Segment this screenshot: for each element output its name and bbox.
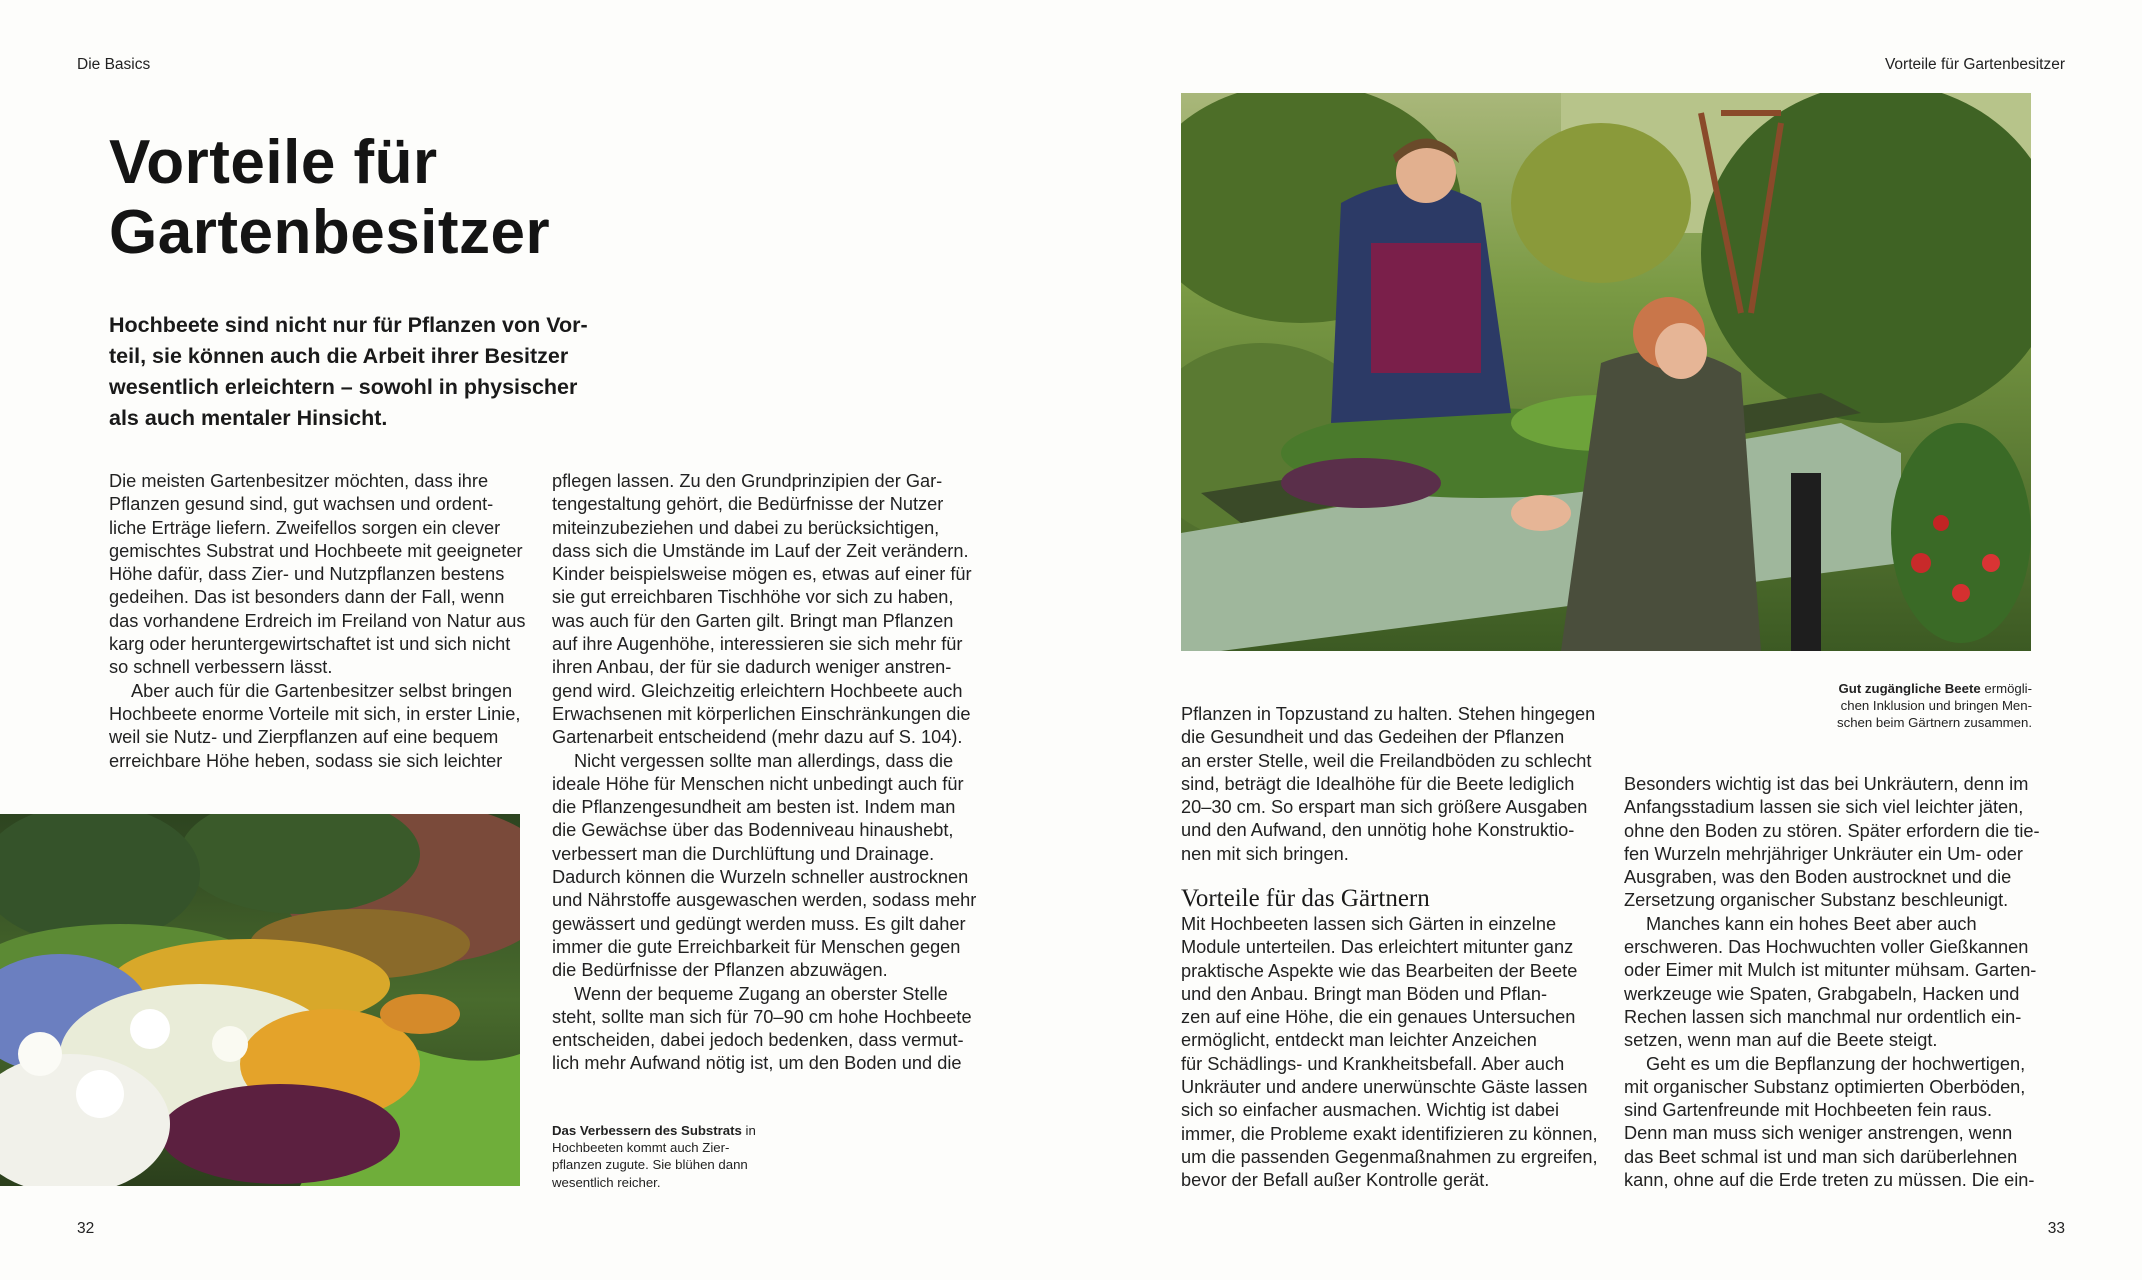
text-line: Dadurch können die Wurzeln schneller austrocknen xyxy=(552,867,969,888)
caption-line: chen Inklusion und bringen Men- xyxy=(1840,698,2032,714)
flower-border-image xyxy=(0,814,520,1186)
text-line: Mit Hochbeeten lassen sich Gärten in einzelne xyxy=(1181,914,1557,934)
text-line: Zersetzung organischer Substanz beschleunigt. xyxy=(1624,890,2009,911)
text-line: ermöglicht, entdeckt man leichter Anzeichen xyxy=(1181,1030,1537,1051)
text-line: Geht es um die Bepflanzung der hochwertigen, xyxy=(1646,1053,2026,1074)
text-line: erschweren. Das Hochwuchten voller Gießkannen xyxy=(1624,937,2029,958)
lead-line: Hochbeete sind nicht nur für Pflanzen von Vor- xyxy=(109,313,588,337)
text-line: ideale Höhe für Menschen nicht unbedingt auch für xyxy=(552,773,964,794)
body-column-4 xyxy=(1624,773,2044,1192)
text-line: verbessert man die Durchlüftung und Drainage. xyxy=(552,843,935,864)
text-line: lich mehr Aufwand nötig ist, um den Boden und die xyxy=(552,1053,962,1074)
text-line: und den Anbau. Bringt man Böden und Pflan- xyxy=(1181,983,1548,1004)
text-line: setzen, wenn man auf die Beete steigt. xyxy=(1624,1030,1938,1051)
text-line: Unkräuter und andere unerwünschte Gäste lassen xyxy=(1181,1077,1588,1098)
text-line: um die passenden Gegenmaßnahmen zu ergreifen, xyxy=(1181,1146,1598,1167)
text-line: werkzeuge wie Spaten, Grabgabeln, Hacken und xyxy=(1624,983,2020,1004)
text-line: sind Gartenfreunde mit Hochbeeten fein raus. xyxy=(1624,1100,1993,1121)
text-line: karg oder heruntergewirtschaftet ist und sich nicht xyxy=(109,634,511,655)
caption-line: pflanzen zugute. Sie blühen dann xyxy=(552,1157,748,1173)
text-line: und Nährstoffe ausgewaschen werden, sodass mehr xyxy=(552,890,977,911)
text-line: gemischtes Substrat und Hochbeete mit geeigneter xyxy=(109,540,523,561)
text-line: Pflanzen in Topzustand zu halten. Stehen hingegen xyxy=(1181,704,1596,724)
text-line: gedeihen. Das ist besonders dann der Fall, wenn xyxy=(109,587,505,608)
text-line: praktische Aspekte wie das Bearbeiten der Beete xyxy=(1181,960,1578,981)
lead-line: teil, sie können auch die Arbeit ihrer Besitzer xyxy=(109,344,569,368)
text-line: das vorhandene Erdreich im Freiland von Natur aus xyxy=(109,610,526,631)
text-line: ohne den Boden zu stören. Später erfordern die tie- xyxy=(1624,820,2040,841)
text-line: Anfangsstadium lassen sie sich viel leichter jäten, xyxy=(1624,797,2024,818)
text-line: liche Erträge liefern. Zweifellos sorgen ein clever xyxy=(109,517,501,538)
running-head-right: Vorteile für Gartenbesitzer xyxy=(1884,56,2065,73)
text-line: ihren Anbau, der für sie dadurch weniger anstren- xyxy=(552,657,952,678)
flower-border-photo xyxy=(0,814,520,1186)
text-line: sind, beträgt die Idealhöhe für die Beete lediglich xyxy=(1181,773,1575,794)
title-line: Gartenbesitzer xyxy=(109,198,551,267)
text-line: steht, sollte man sich für 70–90 cm hohe Hochbeete xyxy=(552,1006,972,1027)
text-line: Besonders wichtig ist das bei Unkräutern, denn im xyxy=(1624,774,2029,794)
text-line: Hochbeete enorme Vorteile mit sich, in erster Linie, xyxy=(109,703,521,724)
text-line: Wenn der bequeme Zugang an oberster Stelle xyxy=(574,983,948,1004)
text-line: auf ihre Augenhöhe, interessieren sie sich mehr für xyxy=(552,634,963,655)
text-line: nen mit sich bringen. xyxy=(1181,843,1349,864)
text-line: Gartenarbeit entscheidend (mehr dazu auf S. 104). xyxy=(552,727,963,748)
page-title xyxy=(109,128,709,268)
text-line: dass sich die Umstände im Lauf der Zeit verändern. xyxy=(552,540,969,561)
text-line: 20–30 cm. So erspart man sich größere Ausgaben xyxy=(1181,797,1588,818)
body-column-1 xyxy=(109,470,529,773)
text-line: weil sie Nutz- und Zierpflanzen auf eine bequem xyxy=(109,727,499,748)
lead-line: wesentlich erleichtern – sowohl in physischer xyxy=(109,375,578,399)
caption-right xyxy=(1780,680,2032,732)
text-line: kann, ohne auf die Erde treten zu müssen. Die ein- xyxy=(1624,1170,2035,1191)
caption-bold: Das Verbessern des Substrats xyxy=(552,1123,742,1138)
section-subheading: Vorteile für das Gärtnern xyxy=(1181,885,1430,912)
title-line: Vorteile für xyxy=(109,128,438,197)
text-line: Kinder beispielsweise mögen es, etwas auf einer für xyxy=(552,564,972,585)
caption-left xyxy=(552,1122,792,1191)
text-line: sich so einfacher ausmachen. Wichtig ist dabei xyxy=(1181,1100,1560,1121)
text-line: entscheiden, dabei jedoch bedenken, dass vermut- xyxy=(552,1030,964,1051)
running-head-left: Die Basics xyxy=(77,56,151,73)
text-line: gend wird. Gleichzeitig erleichtern Hochbeete auch xyxy=(552,680,963,701)
lead-paragraph xyxy=(109,310,588,434)
text-line: die Bedürfnisse der Pflanzen abzuwägen. xyxy=(552,960,888,981)
text-line: erreichbare Höhe heben, sodass sie sich leichter xyxy=(109,750,503,771)
caption-line: wesentlich reicher. xyxy=(552,1174,661,1190)
page-number-left: 32 xyxy=(77,1220,95,1237)
caption-line: schen beim Gärtnern zusammen. xyxy=(1837,715,2032,731)
text-line: Pflanzen gesund sind, gut wachsen und ordent- xyxy=(109,494,494,515)
text-line: so schnell verbessern lässt. xyxy=(109,657,333,678)
text-line: die Pflanzengesundheit am besten ist. Indem man xyxy=(552,797,956,818)
text-line: Höhe dafür, dass Zier- und Nutzpflanzen bestens xyxy=(109,564,505,585)
text-line: und den Aufwand, den unnötig hohe Konstruktio- xyxy=(1181,820,1575,841)
text-line: oder Eimer mit Mulch ist mitunter mühsam. Garten- xyxy=(1624,960,2037,981)
text-line: miteinzubeziehen und dabei zu berücksichtigen, xyxy=(552,517,940,538)
text-line: immer, die Probleme exakt identifizieren zu können, xyxy=(1181,1123,1598,1144)
text-line: sie gut erreichbaren Tischhöhe vor sich zu haben, xyxy=(552,587,954,608)
text-line: die Gewächse über das Bodenniveau hinaushebt, xyxy=(552,820,954,841)
page-number-right: 33 xyxy=(2047,1220,2065,1237)
text-line: fen Wurzeln mehrjähriger Unkräuter ein Um- oder xyxy=(1624,843,2023,864)
text-line: Manches kann ein hohes Beet aber auch xyxy=(1646,913,1977,934)
caption-line: Hochbeeten kommt auch Zier- xyxy=(552,1140,730,1156)
text-line: Nicht vergessen sollte man allerdings, dass die xyxy=(574,750,954,771)
text-line: tengestaltung gehört, die Bedürfnisse der Nutzer xyxy=(552,494,944,515)
text-line: Ausgraben, was den Boden austrocknet und die xyxy=(1624,867,2012,888)
text-line: Die meisten Gartenbesitzer möchten, dass ihre xyxy=(109,471,489,491)
text-line: immer die gute Erreichbarkeit für Menschen gegen xyxy=(552,936,961,957)
body-column-3b xyxy=(1181,913,1601,1193)
caption-bold: Gut zugängliche Beete xyxy=(1838,681,1981,696)
caption-text: ermögli- xyxy=(1980,681,2032,696)
text-line: die Gesundheit und das Gedeihen der Pflanzen xyxy=(1181,727,1565,748)
body-column-2 xyxy=(552,470,977,1076)
text-line: was auch für den Garten gilt. Bringt man Pflanzen xyxy=(552,610,954,631)
text-line: pflegen lassen. Zu den Grundprinzipien der Gar- xyxy=(552,471,943,491)
text-line: Module unterteilen. Das erleichtert mitunter ganz xyxy=(1181,937,1574,958)
caption-text: in xyxy=(741,1123,756,1138)
text-line: mit organischer Substanz optimierten Oberböden, xyxy=(1624,1076,2026,1097)
raised-bed-image xyxy=(1181,93,2031,651)
text-line: das Beet schmal ist und man sich darüberlehnen xyxy=(1624,1146,2018,1167)
text-line: Erwachsenen mit körperlichen Einschränkungen die xyxy=(552,703,971,724)
text-line: für Schädlings- und Krankheitsbefall. Aber auch xyxy=(1181,1053,1565,1074)
body-column-3a xyxy=(1181,703,1601,866)
text-line: bevor der Befall außer Kontrolle gerät. xyxy=(1181,1170,1490,1191)
text-line: an erster Stelle, weil die Freilandböden zu schlecht xyxy=(1181,750,1592,771)
text-line: zen auf eine Höhe, die ein genaues Untersuchen xyxy=(1181,1007,1576,1028)
text-line: Aber auch für die Gartenbesitzer selbst bringen xyxy=(131,680,513,701)
text-line: Denn man muss sich weniger anstrengen, wenn xyxy=(1624,1123,2013,1144)
lead-line: als auch mentaler Hinsicht. xyxy=(109,406,388,430)
text-line: gewässert und gedüngt werden muss. Es gilt daher xyxy=(552,913,966,934)
text-line: Rechen lassen sich manchmal nur ordentlich ein- xyxy=(1624,1006,2022,1027)
raised-bed-photo xyxy=(1181,93,2031,651)
